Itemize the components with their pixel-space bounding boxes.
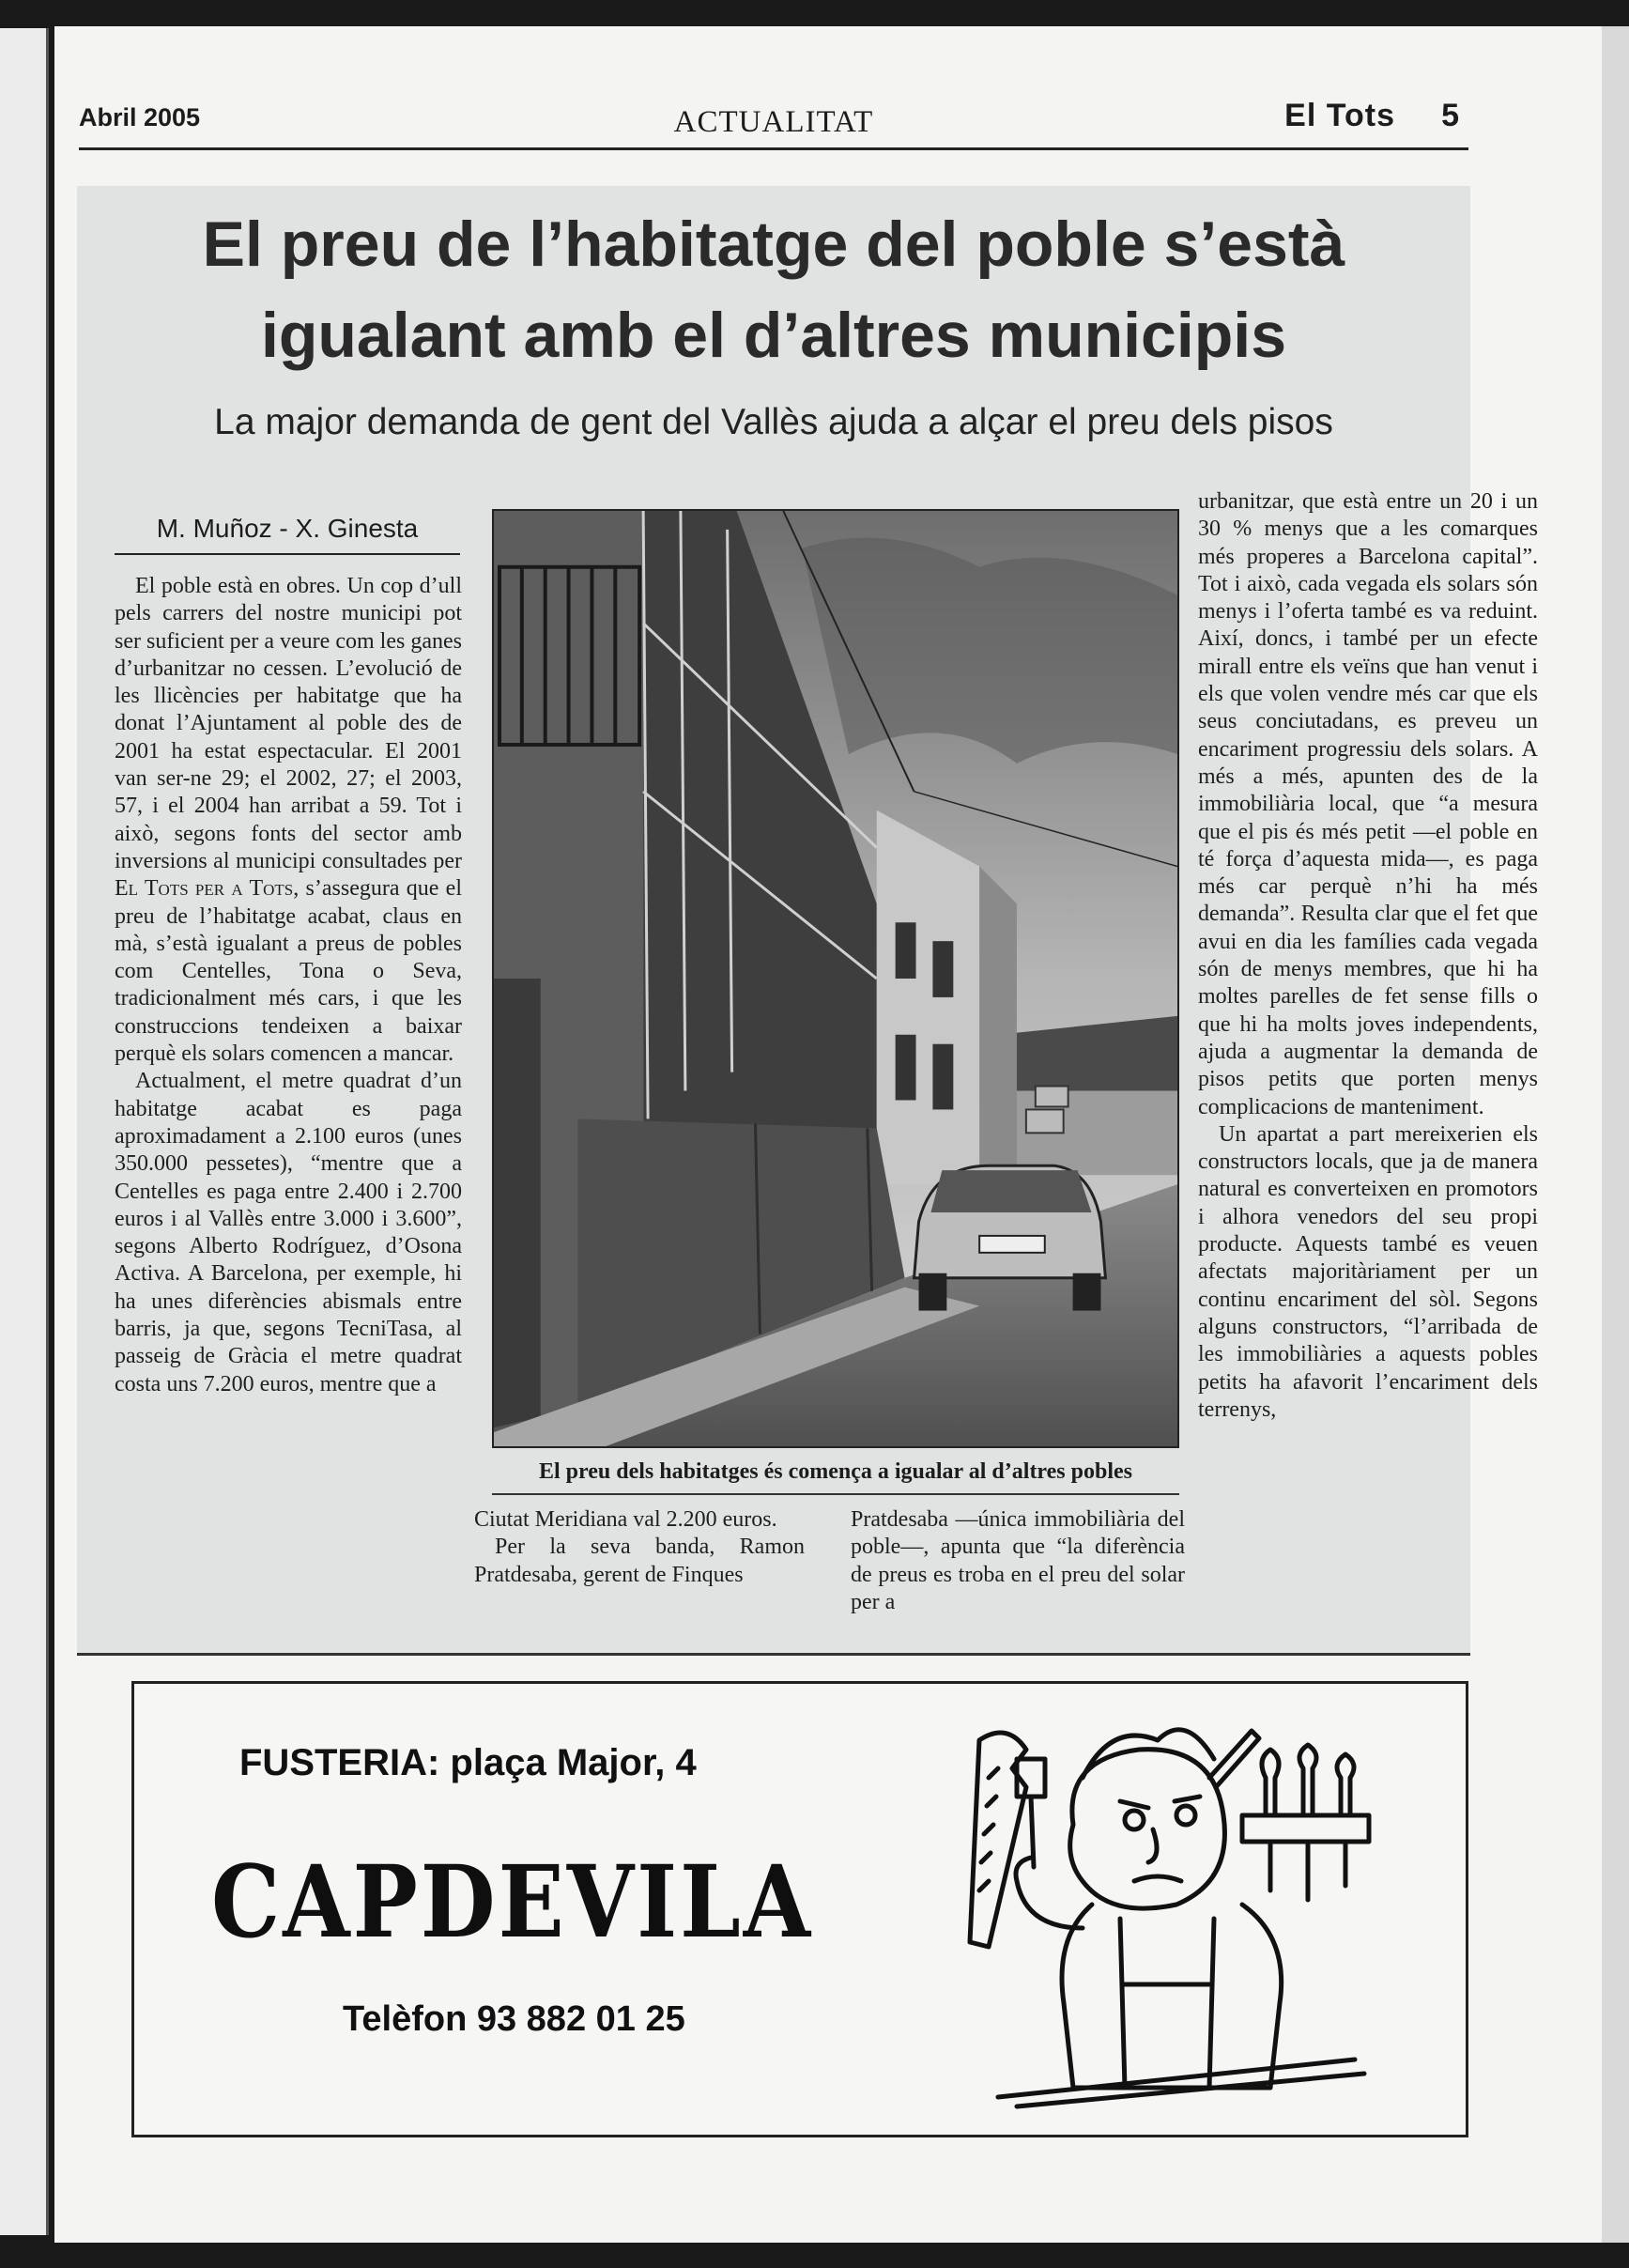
- ad-business-name: CAPDEVILA: [211, 1844, 814, 1961]
- page-number: 5: [1441, 98, 1459, 133]
- article-column-4: [1198, 488, 1538, 1424]
- article-column-3: [851, 1506, 1185, 1616]
- paragraph: urbanitzar, que està entre un 20 i un 30 % menys que a les comarques més properes a Barcelona capital”. Tot i això, cada vegada els solars són menys i l’oferta també es va reduint. Així, doncs, i també per un efecte mirall entre els veïns que han venut i els que volen vendre més car que els seus conciutadans, es preveu un encariment progressiu dels solars. A més a més, apunten des de la immobiliària local, que “a mesura que el pis és més petit —el poble en té força d’aquesta mida—, es paga més car perquè n’hi ha més demanda”. Resulta clar que el fet que avui en dia les famílies cada vegada són de menys membres, que hi ha moltes parelles de fet sense fills o que hi ha molts joves independents, ajuda a augmentar la demanda de pisos petits que porten menys complicacions de manteniment.: [1198, 489, 1538, 1119]
- paragraph: Ciutat Meridiana val 2.200 euros.: [474, 1507, 777, 1532]
- headline-line-2: igualant amb el d’altres municipis: [260, 300, 1287, 371]
- paragraph: [115, 573, 462, 1068]
- scan-bottom-edge: [0, 2243, 1629, 2268]
- subheadline: La major demanda de gent del Vallès ajuda a alçar el preu dels pisos: [214, 402, 1333, 442]
- headline: [96, 199, 1452, 381]
- paragraph: Per la seva banda, Ramon Pratdesaba, gerent de Finques: [474, 1535, 805, 1587]
- article-photo: [492, 509, 1179, 1448]
- paragraph-text: , s’assegura que el preu de l’habitatge acabat, claus en mà, s’està igualant a preus de pobles com Centelles, Tona o Seva, tradicionalment més cars, i que les construccions tendeixen a baixar perquè els solars comencen a mancar.: [115, 876, 463, 1067]
- paragraph: Actualment, el metre quadrat d’un habitatge acabat es paga aproximadament a 2.100 euros (unes 350.000 pessetes), “mentre que a Centelles es paga entre 2.400 i 2.700 euros i al Vallès entre 3.000 i 3.600”, segons Alberto Rodríguez, d’Osona Activa. A Barcelona, per exemple, hi ha unes diferències abismals entre barris, ja que, segons TecniTasa, al passeig de Gràcia el metre quadrat costa uns 7.200 euros, mentre que a: [115, 1069, 462, 1396]
- carpenter-cartoon-icon: [960, 1703, 1374, 2116]
- ad-address: FUSTERIA: plaça Major, 4: [239, 1742, 697, 1783]
- article: [77, 186, 1538, 1656]
- street-construction-photo: [494, 511, 1177, 1446]
- paragraph: Un apartat a part mereixerien els constructors locals, que ja de manera natural es converteixen en promotors i alhora venedors del seu propi producte. Aquests també es veuen afectats majoritàriament per un continu encariment del sòl. Segons alguns constructors, “l’arribada de les immobiliàries a aquests pobles petits ha afavorit l’encariment dels terrenys,: [1198, 1121, 1538, 1422]
- paragraph: Pratdesaba —única immobiliària del poble—, apunta que “la diferència de preus es troba en el preu del solar per a: [851, 1507, 1185, 1614]
- publication-name: El Tots: [1284, 98, 1395, 133]
- article-column-2: [474, 1506, 805, 1589]
- headline-line-1: El preu de l’habitatge del poble s’està: [202, 208, 1345, 280]
- photo-caption: El preu dels habitatges és comença a igualar al d’altres pobles: [538, 1459, 1132, 1484]
- issue-date: Abril 2005: [79, 103, 201, 131]
- section-title: ACTUALITAT: [673, 105, 874, 139]
- caption-divider: [492, 1493, 1179, 1495]
- ad-phone: Telèfon 93 882 01 25: [343, 1999, 685, 2039]
- paragraph-text: El poble està en obres. Un cop d’ull pels carrers del nostre municipi pot ser suficient per a veure com les ganes d’urbanitzar no cessen. L’evolució de les llicències per habitatge que ha donat l’Ajuntament al poble des de 2001 ha estat espectacular. El 2001 van ser-ne 29; el 2002, 27; el 2003, 57, i el 2004 han arribat a 59. Tot i això, segons fonts del sector amb inversions al municipi consultades per: [115, 574, 462, 873]
- page-header: [79, 94, 1468, 150]
- publication-mention: El Tots per a Tots: [115, 876, 294, 902]
- article-column-1: [115, 573, 462, 1398]
- scan-right-margin: [1602, 26, 1629, 2243]
- scan-left-margin: [0, 28, 49, 2235]
- advertisement: [131, 1681, 1468, 2137]
- byline: M. Muñoz - X. Ginesta: [115, 510, 460, 555]
